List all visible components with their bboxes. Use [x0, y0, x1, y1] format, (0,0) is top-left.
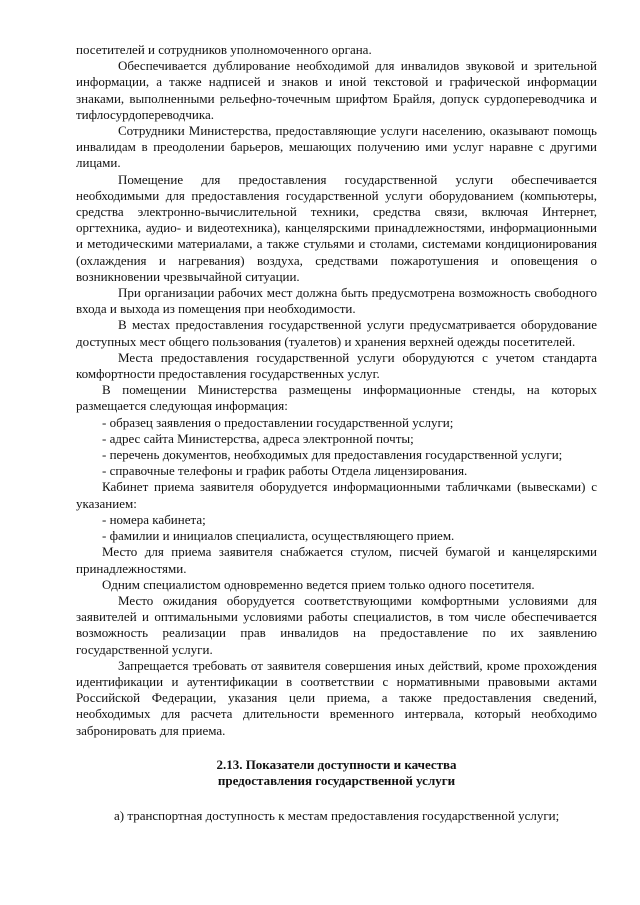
paragraph: Места предоставления государственной услуги оборудуются с учетом стандарта комфортности предоставления государственных услуг.: [76, 349, 597, 382]
list-item: - адрес сайта Министерства, адреса электронной почты;: [102, 430, 414, 446]
list-item: - фамилии и инициалов специалиста, осуществляющего прием.: [102, 528, 455, 544]
list-item: - справочные телефоны и график работы Отдела лицензирования.: [102, 463, 468, 479]
section-heading-line: 2.13. Показатели доступности и качества: [216, 756, 457, 772]
paragraph: Сотрудники Министерства, предоставляющие услуги населению, оказывают помощь инвалидам в преодолении барьеров, мешающих получению ими услуг наравне с другими лицами.: [76, 123, 597, 171]
paragraph: В помещении Министерства размещены информационные стенды, на которых размещается следующая информация:: [76, 382, 597, 414]
paragraph: Одним специалистом одновременно ведется прием только одного посетителя.: [102, 576, 535, 592]
paragraph: посетителей и сотрудников уполномоченного органа.: [76, 42, 372, 57]
paragraph: Место для приема заявителя снабжается стулом, писчей бумагой и канцелярскими принадлежностями.: [76, 544, 597, 576]
paragraph: Кабинет приема заявителя оборудуется информационными табличками (вывесками) с указанием:: [76, 479, 597, 511]
list-item: - образец заявления о предоставлении государственной услуги;: [102, 414, 454, 430]
list-item: - номера кабинета;: [102, 511, 206, 527]
list-item: - перечень документов, необходимых для предоставления государственной услуги;: [102, 447, 563, 463]
paragraph: а) транспортная доступность к местам предоставления государственной услуги;: [114, 807, 560, 823]
paragraph: Обеспечивается дублирование необходимой для инвалидов звуковой и зрительной информации, а также надписей и знаков и иной текстовой и графической информации знаками, выполненными рельефно-точечным шрифтом Брайля, допуск сурдопереводчика и тифлосурдопереводчика.: [76, 58, 597, 122]
paragraph: Место ожидания оборудуется соответствующими комфортными условиями для заявителей и оптимальными условиями работы специалистов, в том числе обеспечивается возможность реализации прав инвалидов на предоставление по их заявлению государственной услуги.: [76, 592, 597, 657]
section-heading-line: предоставления государственной услуги: [217, 773, 456, 789]
paragraph: В местах предоставления государственной услуги предусматривается оборудование доступных мест общего пользования (туалетов) и хранения верхней одежды посетителей.: [76, 317, 597, 349]
document-page: [76, 42, 597, 824]
paragraph: Помещение для предоставления государственной услуги обеспечивается необходимыми для предоставления государственной услуги оборудованием (компьютеры, средства электронно-вычислительной техники, средства связи, включая Интернет, оргтехника, аудио- и видеотехника), канцелярскими принадлежностями, информационными и методическими материалами, а также стульями и столами, системами кондиционирования (охлаждения и нагревания) воздуха, средствами пожаротушения и оповещения о возникновении чрезвычайной ситуации.: [76, 171, 597, 284]
paragraph: Запрещается требовать от заявителя совершения иных действий, кроме прохождения идентификации и аутентификации в соответствии с нормативными правовыми актами Российской Федерации, указания цели приема, а также предоставления сведений, необходимых для расчета длительности временного интервала, который необходимо забронировать для приема.: [76, 657, 597, 738]
section-heading: [76, 757, 597, 790]
paragraph: При организации рабочих мест должна быть предусмотрена возможность свободного входа и выхода из помещения при необходимости.: [76, 285, 597, 317]
